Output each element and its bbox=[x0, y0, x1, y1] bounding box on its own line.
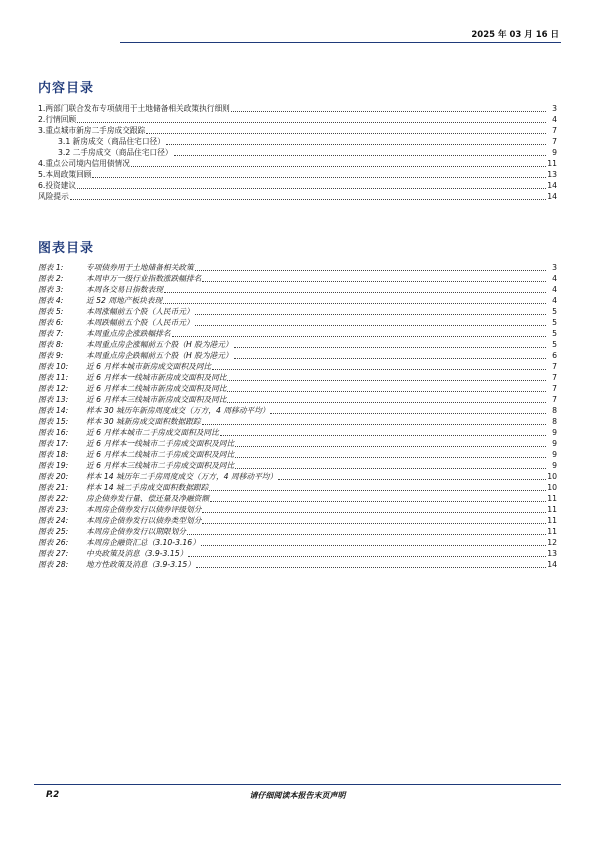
figure-title: 本周跌幅前五个股（人民币元） bbox=[86, 318, 194, 327]
leader-dots bbox=[220, 429, 546, 436]
figure-entry-page: 4 bbox=[552, 285, 557, 294]
figure-entry[interactable] bbox=[38, 405, 557, 416]
figure-entry-label[interactable] bbox=[38, 438, 234, 449]
figure-entry-page: 5 bbox=[552, 340, 557, 349]
figure-entry-label[interactable] bbox=[38, 361, 211, 372]
leader-dots bbox=[202, 275, 546, 282]
figure-entry-page: 5 bbox=[552, 329, 557, 338]
figure-title: 本周各交易日指数表现 bbox=[86, 285, 163, 294]
toc-entry[interactable] bbox=[38, 158, 557, 169]
figure-entry[interactable] bbox=[38, 262, 557, 273]
figure-number: 图表 2: bbox=[38, 274, 64, 283]
figure-entry[interactable] bbox=[38, 526, 557, 537]
figure-title: 本周房企债券发行以期限划分 bbox=[86, 527, 186, 536]
figure-entry-page: 8 bbox=[552, 406, 557, 415]
leader-dots bbox=[172, 330, 546, 337]
figure-title: 样本 14 城二手房成交面积数据跟踪 bbox=[86, 483, 209, 492]
leader-dots bbox=[92, 171, 546, 178]
toc-list bbox=[38, 103, 557, 202]
figure-number: 图表 22: bbox=[38, 494, 69, 503]
figure-entry-label[interactable] bbox=[38, 328, 171, 339]
toc-entry-label[interactable]: 3.重点城市新房二手房成交跟踪 bbox=[38, 126, 146, 135]
leader-dots bbox=[209, 484, 546, 491]
leader-dots bbox=[196, 561, 546, 568]
figure-title: 样本 14 城历年二手房周度成交（万方，4 周移动平均） bbox=[86, 472, 278, 481]
figure-entry-page: 11 bbox=[547, 505, 557, 514]
toc-entry-page: 9 bbox=[552, 148, 557, 157]
toc-entry-label[interactable]: 1.两部门联合发布专项债用于土地储备相关政策执行细则 bbox=[38, 104, 230, 113]
figure-entry[interactable] bbox=[38, 449, 557, 460]
figure-title: 本周重点房企涨幅前五个股（H 股为港元） bbox=[86, 340, 233, 349]
leader-dots bbox=[201, 539, 546, 546]
leader-dots bbox=[146, 127, 546, 134]
figure-title: 近 52 周地产板块表现 bbox=[86, 296, 163, 305]
toc-entry-label[interactable]: 4.重点公司境内信用债情况 bbox=[38, 159, 130, 168]
toc-entry-page: 7 bbox=[552, 137, 557, 146]
leader-dots bbox=[70, 193, 546, 200]
figure-title: 本周房企债券发行以债券类型划分 bbox=[86, 516, 202, 525]
figure-entry-label[interactable] bbox=[38, 471, 277, 482]
figure-entry-page: 3 bbox=[552, 263, 557, 272]
figures-list bbox=[38, 262, 557, 570]
figure-entry[interactable] bbox=[38, 515, 557, 526]
figure-entry[interactable] bbox=[38, 328, 557, 339]
toc-entry[interactable] bbox=[38, 125, 557, 136]
toc-entry-page: 13 bbox=[547, 170, 557, 179]
figure-entry-page: 11 bbox=[547, 516, 557, 525]
figure-title: 近 6 月样本三线城市新房成交面积及同比 bbox=[86, 395, 227, 404]
figure-entry[interactable] bbox=[38, 493, 557, 504]
figure-entry[interactable] bbox=[38, 306, 557, 317]
figure-title: 本周重点房企跌幅前五个股（H 股为港元） bbox=[86, 351, 233, 360]
leader-dots bbox=[227, 374, 546, 381]
figure-entry-page: 9 bbox=[552, 461, 557, 470]
figure-title: 近 6 月样本一线城市二手房成交面积及同比 bbox=[86, 439, 235, 448]
figure-entry-label[interactable] bbox=[38, 548, 187, 559]
toc-title: 内容目录 bbox=[38, 81, 95, 96]
footer-divider bbox=[34, 784, 561, 785]
leader-dots bbox=[202, 517, 546, 524]
figure-entry-page: 11 bbox=[547, 494, 557, 503]
figure-number: 图表 21: bbox=[38, 483, 69, 492]
figure-entry[interactable] bbox=[38, 438, 557, 449]
figure-entry[interactable] bbox=[38, 427, 557, 438]
figure-entry-page: 7 bbox=[552, 362, 557, 371]
figure-number: 图表 18: bbox=[38, 450, 69, 459]
figure-number: 图表 12: bbox=[38, 384, 69, 393]
figure-entry-label[interactable] bbox=[38, 306, 194, 317]
figure-entry-page: 5 bbox=[552, 318, 557, 327]
toc-entry-page: 11 bbox=[547, 159, 557, 168]
figure-entry-label[interactable] bbox=[38, 449, 234, 460]
figure-entry-page: 10 bbox=[547, 483, 557, 492]
leader-dots bbox=[234, 341, 546, 348]
page-number: P.2 bbox=[46, 790, 60, 800]
figure-number: 图表 25: bbox=[38, 527, 69, 536]
figure-entry[interactable] bbox=[38, 548, 557, 559]
figure-entry[interactable] bbox=[38, 383, 557, 394]
figure-number: 图表 3: bbox=[38, 285, 64, 294]
toc-entry[interactable] bbox=[38, 103, 557, 114]
figure-entry-label[interactable] bbox=[38, 460, 234, 471]
figure-number: 图表 6: bbox=[38, 318, 64, 327]
figure-entry-label[interactable] bbox=[38, 350, 233, 361]
figure-entry[interactable] bbox=[38, 471, 557, 482]
figure-number: 图表 7: bbox=[38, 329, 64, 338]
toc-entry[interactable] bbox=[38, 180, 557, 191]
figure-number: 图表 24: bbox=[38, 516, 69, 525]
figure-entry[interactable] bbox=[38, 537, 557, 548]
figure-title: 地方性政策及消息（3.9-3.15） bbox=[86, 560, 195, 569]
figure-entry-page: 10 bbox=[547, 472, 557, 481]
figure-number: 图表 16: bbox=[38, 428, 69, 437]
figure-title: 近 6 月样本二线城市二手房成交面积及同比 bbox=[86, 450, 235, 459]
figure-number: 图表 19: bbox=[38, 461, 69, 470]
figure-entry-label[interactable] bbox=[38, 427, 219, 438]
toc-entry[interactable] bbox=[38, 191, 557, 202]
leader-dots bbox=[195, 319, 546, 326]
figure-title: 近 6 月样本二线城市新房成交面积及同比 bbox=[86, 384, 227, 393]
figure-entry-page: 12 bbox=[547, 538, 557, 547]
leader-dots bbox=[187, 528, 546, 535]
figure-title: 专项债券用于土地储备相关政策 bbox=[86, 263, 194, 272]
figure-number: 图表 4: bbox=[38, 296, 64, 305]
figure-title: 样本 30 城新房成交面积数据跟踪 bbox=[86, 417, 201, 426]
figure-number: 图表 23: bbox=[38, 505, 69, 514]
figure-entry-page: 9 bbox=[552, 428, 557, 437]
figure-entry-page: 9 bbox=[552, 450, 557, 459]
leader-dots bbox=[227, 385, 546, 392]
figure-entry-label[interactable] bbox=[38, 339, 233, 350]
figure-entry[interactable] bbox=[38, 559, 557, 570]
leader-dots bbox=[131, 160, 546, 167]
figure-entry-page: 6 bbox=[552, 351, 557, 360]
leader-dots bbox=[195, 264, 546, 271]
figure-title: 近 6 月样本三线城市二手房成交面积及同比 bbox=[86, 461, 235, 470]
figure-number: 图表 10: bbox=[38, 362, 69, 371]
figure-number: 图表 26: bbox=[38, 538, 69, 547]
figure-entry-label[interactable] bbox=[38, 317, 194, 328]
figure-title: 中央政策及消息（3.9-3.15） bbox=[86, 549, 188, 558]
figure-title: 近 6 月样本城市新房成交面积及同比 bbox=[86, 362, 212, 371]
figure-entry-page: 14 bbox=[547, 560, 557, 569]
toc-entry-label[interactable]: 3.1 新房成交（商品住宅口径） bbox=[58, 137, 165, 146]
figure-entry[interactable] bbox=[38, 361, 557, 372]
figure-entry-label[interactable] bbox=[38, 515, 201, 526]
figure-entry-label[interactable] bbox=[38, 383, 226, 394]
toc-entry-label[interactable]: 3.2 二手房成交（商品住宅口径） bbox=[58, 148, 173, 157]
leader-dots bbox=[227, 396, 546, 403]
figure-entry-page: 7 bbox=[552, 384, 557, 393]
figure-entry-label[interactable] bbox=[38, 284, 163, 295]
figure-number: 图表 27: bbox=[38, 549, 69, 558]
leader-dots bbox=[77, 116, 546, 123]
figure-title: 本周房企债券发行以债券评级划分 bbox=[86, 505, 202, 514]
figure-entry-page: 4 bbox=[552, 296, 557, 305]
figure-entry-label[interactable] bbox=[38, 262, 194, 273]
figure-entry-page: 7 bbox=[552, 373, 557, 382]
figure-number: 图表 8: bbox=[38, 340, 64, 349]
figure-entry[interactable] bbox=[38, 273, 557, 284]
figures-title: 图表目录 bbox=[38, 241, 95, 256]
figure-entry[interactable] bbox=[38, 416, 557, 427]
figure-entry[interactable] bbox=[38, 394, 557, 405]
toc-entry-label[interactable]: 风险提示 bbox=[38, 192, 69, 201]
figure-entry-label[interactable] bbox=[38, 372, 226, 383]
figure-number: 图表 11: bbox=[38, 373, 69, 382]
figure-entry-label[interactable] bbox=[38, 482, 208, 493]
figure-entry-label[interactable] bbox=[38, 273, 201, 284]
figure-title: 本周申万一级行业指数涨跌幅排名 bbox=[86, 274, 202, 283]
figure-entry-page: 9 bbox=[552, 439, 557, 448]
figure-entry-label[interactable] bbox=[38, 526, 186, 537]
leader-dots bbox=[278, 473, 546, 480]
leader-dots bbox=[212, 363, 546, 370]
figure-entry[interactable] bbox=[38, 460, 557, 471]
figure-title: 近 6 月样本城市二手房成交面积及同比 bbox=[86, 428, 219, 437]
toc-entry-page: 7 bbox=[552, 126, 557, 135]
leader-dots bbox=[77, 182, 546, 189]
figure-number: 图表 5: bbox=[38, 307, 64, 316]
figure-entry-page: 5 bbox=[552, 307, 557, 316]
toc-entry[interactable] bbox=[38, 147, 557, 158]
toc-entry-label[interactable]: 2.行情回顾 bbox=[38, 115, 77, 124]
figure-entry-label[interactable] bbox=[38, 405, 269, 416]
figure-title: 近 6 月样本一线城市新房成交面积及同比 bbox=[86, 373, 227, 382]
footer-disclaimer: 请仔细阅读本报告末页声明 bbox=[249, 791, 346, 800]
figure-entry-label[interactable] bbox=[38, 295, 162, 306]
figure-title: 本周涨幅前五个股（人民币元） bbox=[86, 307, 194, 316]
figure-entry-label[interactable] bbox=[38, 504, 201, 515]
figure-entry-page: 8 bbox=[552, 417, 557, 426]
figure-entry[interactable] bbox=[38, 504, 557, 515]
toc-entry[interactable] bbox=[38, 114, 557, 125]
figure-entry[interactable] bbox=[38, 284, 557, 295]
figure-title: 本周重点房企涨跌幅排名 bbox=[86, 329, 171, 338]
figure-entry[interactable] bbox=[38, 295, 557, 306]
figure-entry-page: 7 bbox=[552, 395, 557, 404]
leader-dots bbox=[195, 308, 546, 315]
leader-dots bbox=[163, 297, 546, 304]
figure-title: 本周房企融资汇总（3.10-3.16） bbox=[86, 538, 200, 547]
figure-entry-page: 13 bbox=[547, 549, 557, 558]
leader-dots bbox=[235, 462, 546, 469]
figure-entry-label[interactable] bbox=[38, 394, 226, 405]
figure-entry[interactable] bbox=[38, 482, 557, 493]
report-date: 2025 年 03 月 16 日 bbox=[471, 30, 559, 40]
figure-entry-label[interactable] bbox=[38, 493, 209, 504]
figure-entry-label[interactable] bbox=[38, 537, 200, 548]
figure-entry[interactable] bbox=[38, 317, 557, 328]
leader-dots bbox=[210, 495, 546, 502]
toc-entry-page: 4 bbox=[552, 115, 557, 124]
leader-dots bbox=[188, 550, 546, 557]
figure-number: 图表 17: bbox=[38, 439, 69, 448]
toc-entry-label[interactable]: 6.投资建议 bbox=[38, 181, 77, 190]
figure-number: 图表 9: bbox=[38, 351, 64, 360]
toc-entry[interactable] bbox=[38, 169, 557, 180]
figure-number: 图表 13: bbox=[38, 395, 69, 404]
figure-title: 房企债券发行量、偿还量及净融资额 bbox=[86, 494, 210, 503]
toc-entry[interactable] bbox=[38, 136, 557, 147]
figure-entry[interactable] bbox=[38, 372, 557, 383]
leader-dots bbox=[202, 418, 546, 425]
leader-dots bbox=[164, 286, 546, 293]
toc-entry-label[interactable]: 5.本周政策回顾 bbox=[38, 170, 92, 179]
figure-entry-page: 11 bbox=[547, 527, 557, 536]
figure-entry-page: 4 bbox=[552, 274, 557, 283]
leader-dots bbox=[202, 506, 546, 513]
figure-number: 图表 28: bbox=[38, 560, 69, 569]
leader-dots bbox=[235, 440, 546, 447]
figure-number: 图表 15: bbox=[38, 417, 69, 426]
toc-entry-page: 3 bbox=[552, 104, 557, 113]
figure-number: 图表 1: bbox=[38, 263, 64, 272]
leader-dots bbox=[234, 352, 546, 359]
figure-number: 图表 20: bbox=[38, 472, 69, 481]
figure-entry[interactable] bbox=[38, 339, 557, 350]
leader-dots bbox=[235, 451, 546, 458]
toc-entry-page: 14 bbox=[547, 181, 557, 190]
toc-entry-page: 14 bbox=[547, 192, 557, 201]
figure-number: 图表 14: bbox=[38, 406, 69, 415]
figure-title: 样本 30 城历年新房周度成交（万方，4 周移动平均） bbox=[86, 406, 270, 415]
header-divider bbox=[120, 42, 561, 43]
leader-dots bbox=[270, 407, 546, 414]
leader-dots bbox=[231, 105, 546, 112]
leader-dots bbox=[166, 138, 546, 145]
figure-entry[interactable] bbox=[38, 350, 557, 361]
figure-entry-label[interactable] bbox=[38, 416, 201, 427]
figure-entry-label[interactable] bbox=[38, 559, 195, 570]
leader-dots bbox=[174, 149, 546, 156]
